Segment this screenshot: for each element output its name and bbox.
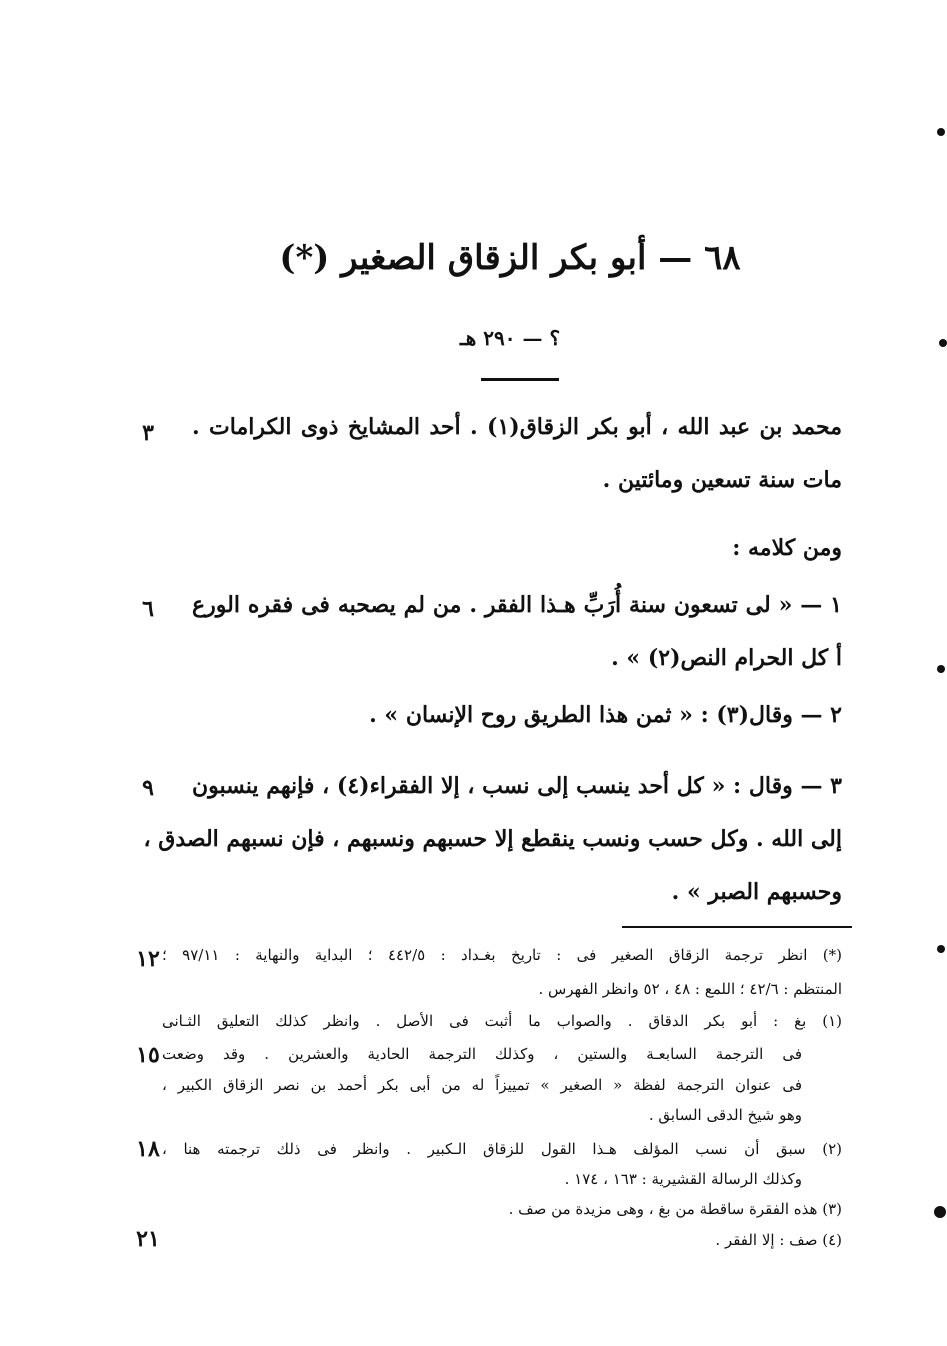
- line-number: ١٢: [136, 946, 160, 972]
- footnote-line: (*) انظر ترجمة الزقاق الصغير فى : تاريخ بغـداد : ٤٤٢/٥ ؛ البداية والنهاية : ٩٧/١١ ؛: [162, 946, 842, 964]
- scan-edge-mark: [937, 945, 945, 953]
- scan-edge-mark: [934, 1206, 946, 1218]
- footnote-line: وكذلك الرسالة القشيرية : ١٦٣ ، ١٧٤ .: [564, 1170, 802, 1188]
- body-line: ٢ — وقال(٣) : « ثمن هذا الطريق روح الإنسان » .: [369, 702, 842, 728]
- body-line: ١ — « لى تسعون سنة أُرَبِّ هـذا الفقر . من لم يصحبه فى فقره الورع: [192, 592, 842, 618]
- body-line: ومن كلامه :: [732, 535, 842, 561]
- footnote-line: المنتظم : ٤٢/٦ ؛ اللمع : ٤٨ ، ٥٢ وانظر الفهرس .: [538, 980, 842, 998]
- scan-edge-mark: [937, 128, 945, 136]
- footnote-line: (١) بغ : أبو بكر الدقاق . والصواب ما أثبت فى الأصل . وانظر كذلك التعليق الثـانى: [162, 1012, 842, 1030]
- footnote-line: (٢) سبق أن نسب المؤلف هـذا القول للزقاق الـكبير . وانظر فى ذلك ترجمته هنا ،: [162, 1140, 842, 1158]
- body-line: إلى الله . وكل حسب ونسب ينقطع إلا حسبهم ونسبهم ، فإن نسبهم الصدق ،: [143, 826, 842, 852]
- line-number: ٣: [142, 420, 154, 446]
- footnote-divider: [622, 926, 852, 928]
- footnote-line: (٣) هذه الفقرة ساقطة من بغ ، وهى مزيدة من صف .: [508, 1200, 842, 1218]
- line-number: ١٨: [136, 1136, 160, 1162]
- body-line: أ كل الحرام النص(٢) » .: [611, 645, 842, 671]
- body-line: مات سنة تسعين ومائتين .: [602, 467, 842, 493]
- line-number: ١٥: [136, 1042, 160, 1068]
- body-line: وحسبهم الصبر » .: [671, 879, 842, 905]
- line-number: ٢١: [136, 1226, 160, 1252]
- footnote-line: فى عنوان الترجمة لفظة « الصغير » تمييزاً له من أبى بكر أحمد بن نصر الزقاق الكبير ،: [162, 1076, 802, 1094]
- line-number: ٩: [142, 775, 154, 801]
- line-number: ٦: [142, 596, 154, 622]
- entry-dates: ؟ — ٢٩٠ هـ: [459, 326, 561, 350]
- footnote-line: فى الترجمة السابعـة والستين ، وكذلك الترجمة الحادية والعشرين . وقد وضعت: [162, 1045, 802, 1063]
- scan-edge-mark: [937, 665, 945, 673]
- footnote-line: وهو شيخ الدقى السابق .: [648, 1106, 802, 1124]
- scan-edge-mark: [939, 339, 947, 347]
- title-divider: [481, 378, 559, 381]
- footnote-line: (٤) صف : إلا الفقر .: [715, 1231, 842, 1249]
- entry-title: ٦٨ — أبو بكر الزقاق الصغير (*): [279, 238, 741, 278]
- body-line: محمد بن عبد الله ، أبو بكر الزقاق(١) . أحد المشايخ ذوى الكرامات .: [192, 414, 842, 440]
- body-line: ٣ — وقال : « كل أحد ينسب إلى نسب ، إلا الفقراء(٤) ، فإنهم ينسبون: [192, 773, 842, 799]
